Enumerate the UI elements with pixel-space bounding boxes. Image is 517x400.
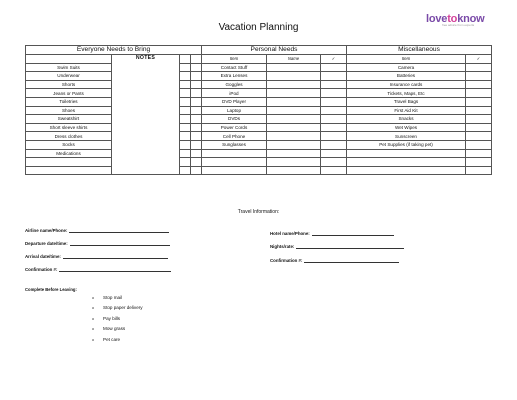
list-item: iPod — [202, 89, 267, 98]
checkbox-cell — [180, 63, 191, 72]
checkbox-cell — [180, 166, 191, 175]
table-row — [202, 63, 347, 72]
checkbox-cell — [180, 80, 191, 89]
airline-field — [25, 228, 169, 233]
list-item: Underwear — [26, 72, 112, 81]
list-item — [202, 158, 267, 167]
checkbox-cell — [191, 97, 202, 106]
name-cell — [267, 63, 321, 72]
list-item: Batteries — [347, 72, 466, 81]
checklist-item — [92, 293, 143, 303]
table-row — [347, 63, 492, 72]
list-item: Socks — [26, 140, 112, 149]
checkbox-cell — [191, 149, 202, 158]
confirmation-left-label: Confirmation #: — [25, 267, 58, 272]
lovetoknow-logo — [426, 9, 490, 29]
checkbox-cell — [191, 158, 202, 167]
table-row — [347, 106, 492, 115]
table-row — [347, 89, 492, 98]
confirmation-left-line[interactable] — [59, 267, 171, 272]
list-item: DVD Player — [202, 97, 267, 106]
travel-info-heading: Travel Information: — [237, 209, 280, 215]
bullet-icon: o — [92, 306, 94, 311]
checkbox-cell — [321, 158, 347, 167]
checkbox-cell — [191, 132, 202, 141]
checkbox-cell — [191, 89, 202, 98]
checklist-item — [92, 324, 143, 334]
checkbox-cell — [321, 166, 347, 175]
miscellaneous-table — [346, 45, 492, 175]
checkbox-cell — [180, 140, 191, 149]
checkbox-cell — [191, 166, 202, 175]
checkbox-cell — [191, 115, 202, 124]
logo-part-know: know — [457, 13, 485, 25]
checkbox-cell — [180, 89, 191, 98]
table-row — [202, 115, 347, 124]
list-item: Camera — [347, 63, 466, 72]
arrival-line[interactable] — [63, 254, 168, 259]
checklist-item-label: Pet care — [103, 336, 121, 342]
checkbox-cell — [321, 89, 347, 98]
checkbox-cell — [321, 72, 347, 81]
everyone-needs-table — [25, 45, 202, 175]
logo-part-to: to — [447, 13, 458, 25]
checkbox-cell — [321, 106, 347, 115]
list-item: Toiletries — [26, 97, 112, 106]
list-item: Laptop — [202, 106, 267, 115]
checkbox-cell — [466, 89, 492, 98]
table-row — [202, 123, 347, 132]
checkbox-cell — [321, 80, 347, 89]
list-item — [347, 166, 466, 175]
table-row — [347, 132, 492, 141]
checkbox-cell — [466, 106, 492, 115]
nights-field — [270, 244, 404, 249]
personal-needs-heading: Personal Needs — [202, 46, 347, 55]
table-row — [202, 158, 347, 167]
checklist-item — [92, 314, 143, 324]
airline-line[interactable] — [69, 228, 169, 233]
checkbox-cell — [321, 140, 347, 149]
checklist-item-label: Pay bills — [103, 315, 121, 321]
personal-col-item: Item — [202, 55, 267, 64]
table-row — [347, 80, 492, 89]
bullet-icon: o — [92, 296, 94, 300]
name-cell — [267, 89, 321, 98]
list-item: Pet Supplies (if taking pet) — [347, 140, 466, 149]
checkbox-cell — [466, 123, 492, 132]
checkbox-cell — [321, 63, 347, 72]
checklist-item-label: Mow grass — [103, 326, 126, 332]
list-item: Cell Phone — [202, 132, 267, 141]
checkbox-cell — [180, 72, 191, 81]
table-row — [202, 149, 347, 158]
name-cell — [267, 80, 321, 89]
list-item: Tickets, Maps, Etc — [347, 89, 466, 98]
arrival-label: Arrival date/time: — [25, 254, 61, 259]
list-item: Snacks — [347, 115, 466, 124]
hotel-field — [270, 231, 394, 236]
table-row — [202, 106, 347, 115]
table-row — [202, 89, 347, 98]
logo-part-love: love — [426, 13, 448, 25]
confirmation-right-label: Confirmation #: — [270, 258, 303, 263]
list-item: Contact Stuff — [202, 63, 267, 72]
arrival-field — [25, 254, 168, 259]
bullet-icon: o — [92, 316, 94, 321]
hotel-line[interactable] — [312, 231, 394, 236]
checklist — [92, 293, 143, 345]
name-cell — [267, 132, 321, 141]
list-item: Short sleeve shirts — [26, 123, 112, 132]
departure-label: Departure date/time: — [25, 241, 68, 246]
name-cell — [267, 106, 321, 115]
name-cell — [267, 140, 321, 149]
checkbox-cell — [191, 72, 202, 81]
bullet-icon: o — [92, 337, 94, 342]
list-item: Sunscreen — [347, 132, 466, 141]
list-item: Swim Suits — [26, 63, 112, 72]
checkbox-cell — [191, 140, 202, 149]
misc-col-item: Item — [347, 55, 466, 64]
nights-line[interactable] — [296, 244, 404, 249]
confirmation-right-line[interactable] — [304, 258, 399, 263]
checklist-item — [92, 303, 143, 313]
checkbox-cell — [191, 123, 202, 132]
table-row — [347, 97, 492, 106]
checkbox-cell — [180, 158, 191, 167]
list-item: Sweatshirt — [26, 115, 112, 124]
list-item: Extra Lenses — [202, 72, 267, 81]
table-row — [26, 55, 202, 64]
page-title: Vacation Planning — [218, 22, 299, 33]
checkbox-cell — [180, 115, 191, 124]
checklist-item — [92, 335, 143, 345]
checkbox-cell — [466, 158, 492, 167]
confirmation-left-field — [25, 267, 171, 272]
name-cell — [267, 149, 321, 158]
table-row — [347, 123, 492, 132]
list-item: Travel Bags — [347, 97, 466, 106]
list-item: Shoes — [26, 106, 112, 115]
misc-col-check: ✓ — [466, 55, 492, 64]
checkbox-cell — [466, 63, 492, 72]
departure-line[interactable] — [70, 241, 170, 246]
table-row — [202, 80, 347, 89]
list-item: Medications — [26, 149, 112, 158]
list-item: Dress clothes — [26, 132, 112, 141]
checklist-title: Complete Before Leaving: — [25, 287, 77, 292]
checklist-item-label: Stop paper delivery — [103, 305, 143, 311]
checkbox-cell — [180, 149, 191, 158]
checkbox-cell — [466, 115, 492, 124]
list-item: Sunglasses — [202, 140, 267, 149]
table-row — [202, 132, 347, 141]
everyone-needs-heading: Everyone Needs to Bring — [26, 46, 202, 55]
list-item: Jeans or Pants — [26, 89, 112, 98]
name-cell — [267, 115, 321, 124]
checkbox-cell — [321, 123, 347, 132]
checkbox-cell — [321, 97, 347, 106]
table-row — [202, 140, 347, 149]
checkbox-cell — [466, 80, 492, 89]
checkbox-cell — [191, 63, 202, 72]
checkbox-cell — [191, 55, 202, 64]
table-row — [202, 166, 347, 175]
checkbox-cell — [180, 55, 191, 64]
checkbox-cell — [191, 106, 202, 115]
list-item — [202, 149, 267, 158]
hotel-label: Hotel name/Phone: — [270, 231, 310, 236]
checkbox-cell — [191, 80, 202, 89]
checkbox-cell — [321, 132, 347, 141]
list-item: DVDs — [202, 115, 267, 124]
list-item: First Aid Kit — [347, 106, 466, 115]
confirmation-right-field — [270, 258, 399, 263]
table-row — [347, 115, 492, 124]
checkbox-cell — [466, 97, 492, 106]
checklist-item-label: Stop mail — [103, 295, 123, 300]
checkbox-cell — [180, 132, 191, 141]
checkbox-cell — [466, 149, 492, 158]
checkbox-cell — [180, 97, 191, 106]
table-row — [347, 166, 492, 175]
list-item — [347, 158, 466, 167]
personal-needs-table — [201, 45, 347, 175]
name-cell — [267, 166, 321, 175]
miscellaneous-heading: Miscellaneous — [347, 46, 492, 55]
table-row — [347, 149, 492, 158]
list-item — [347, 149, 466, 158]
table-row — [347, 72, 492, 81]
table-row — [347, 158, 492, 167]
table-row — [347, 140, 492, 149]
checkbox-cell — [321, 115, 347, 124]
name-cell — [267, 123, 321, 132]
list-item — [26, 166, 112, 175]
personal-col-name: Name — [267, 55, 321, 64]
name-cell — [267, 97, 321, 106]
departure-field — [25, 241, 170, 246]
logo-tagline: free advice from experts — [442, 23, 475, 27]
list-item: Shorts — [26, 80, 112, 89]
list-item: Goggles — [202, 80, 267, 89]
checkbox-cell — [180, 106, 191, 115]
checkbox-cell — [466, 166, 492, 175]
list-item — [26, 158, 112, 167]
nights-label: Nights/rate: — [270, 244, 295, 249]
checkbox-cell — [466, 72, 492, 81]
checkbox-cell — [180, 123, 191, 132]
list-item — [202, 166, 267, 175]
checkbox-cell — [466, 140, 492, 149]
personal-col-check: ✓ — [321, 55, 347, 64]
list-item: Insurance cards — [347, 80, 466, 89]
name-cell — [267, 158, 321, 167]
name-cell — [267, 72, 321, 81]
checkbox-cell — [466, 132, 492, 141]
list-item — [26, 55, 112, 64]
list-item: Wet Wipes — [347, 123, 466, 132]
notes-label: NOTES — [112, 55, 180, 175]
table-row — [202, 72, 347, 81]
table-row — [202, 97, 347, 106]
checkbox-cell — [321, 149, 347, 158]
airline-label: Airline name/Phone: — [25, 228, 68, 233]
bullet-icon: o — [92, 327, 94, 332]
list-item: Power Cords — [202, 123, 267, 132]
